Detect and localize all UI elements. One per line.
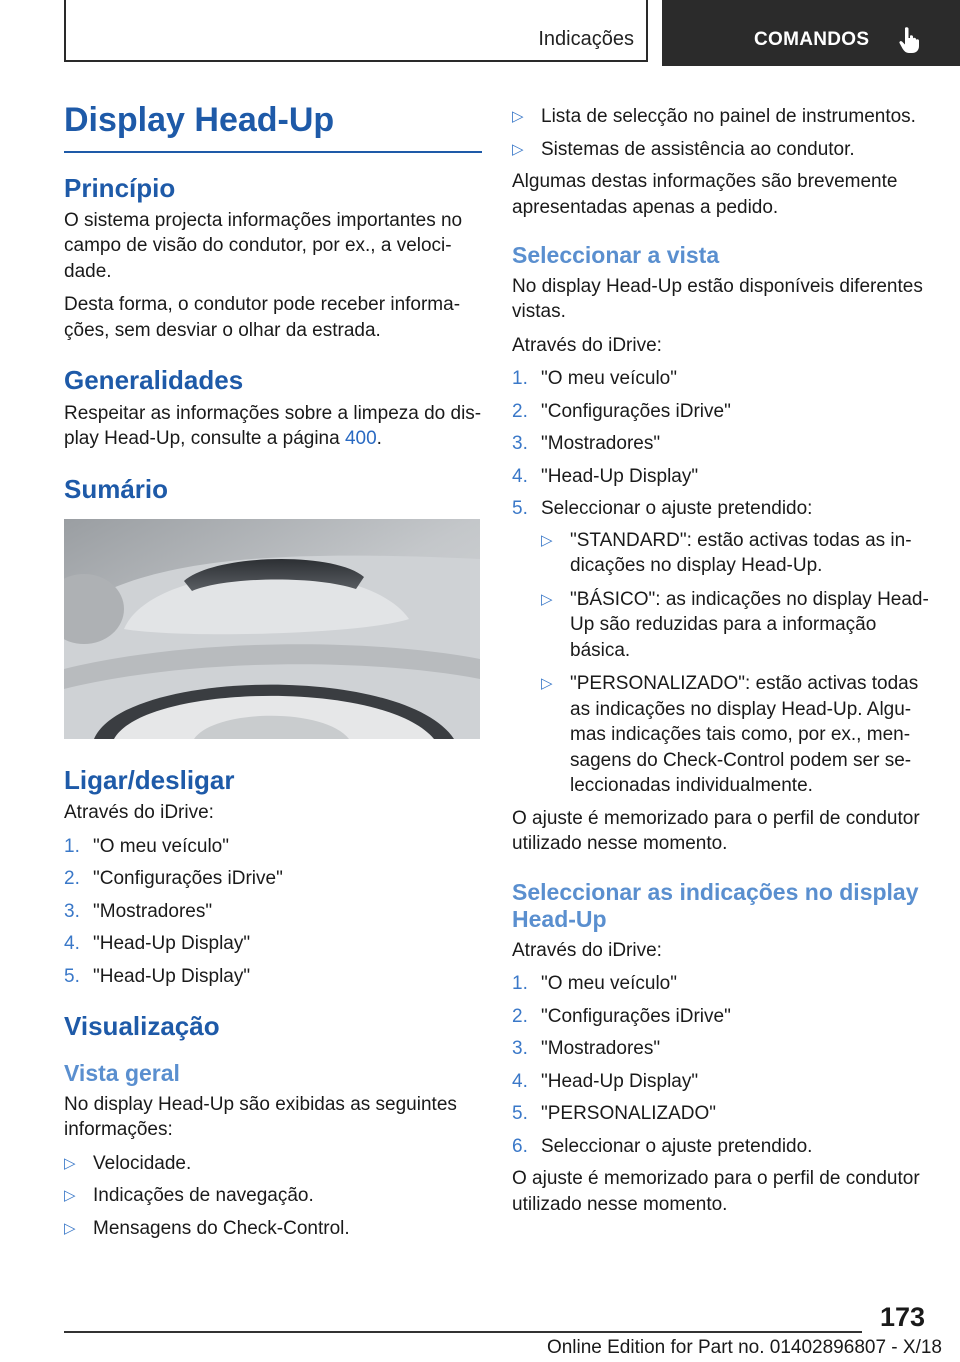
step-text: "Configurações iDrive": [541, 400, 731, 422]
paragraph: No display Head-Up são exibidas as seguintes informações:: [64, 1093, 457, 1141]
list-item: [512, 1101, 930, 1127]
steps-ligar: [64, 834, 482, 990]
paragraph: Algumas destas informações são brevemente apresentadas apenas a pedido.: [512, 171, 898, 218]
heading-generalidades: Generalidades: [64, 365, 244, 396]
list-item: [64, 964, 482, 990]
step-text: Seleccionar o ajuste pretendido:: [541, 498, 813, 520]
bullet-triangle-icon: ▷: [64, 1219, 76, 1237]
paragraph: O sistema projecta informações importantes no campo de visão do condutor, por ex., a veloci-dade.: [64, 209, 463, 282]
bullet-triangle-icon: ▷: [512, 140, 524, 158]
left-column: [64, 100, 482, 1248]
step-text: "Configurações iDrive": [93, 868, 283, 890]
list-item: [541, 587, 930, 664]
item-text: Lista de selecção no painel de instrumentos.: [541, 106, 916, 127]
list-item: [541, 528, 930, 579]
step-number: 3.: [512, 1038, 528, 1060]
list-item: [512, 464, 930, 490]
step-number: 6.: [512, 1135, 528, 1157]
bullet-triangle-icon: ▷: [64, 1154, 76, 1172]
item-text: Velocidade.: [93, 1152, 192, 1174]
paragraph: Através do iDrive:: [64, 802, 214, 824]
paragraph: O ajuste é memorizado para o perfil de condutor utilizado nesse momento.: [512, 1168, 920, 1215]
list-item: [512, 399, 930, 425]
list-item: [512, 366, 930, 392]
section-tab: [64, 0, 648, 62]
right-column: [512, 104, 930, 1225]
list-item: [64, 1151, 482, 1177]
step-text: "Head-Up Display": [93, 965, 251, 987]
list-item: [512, 1036, 930, 1062]
step-text: "PERSONALIZADO": [541, 1103, 717, 1125]
dashboard-image: [64, 519, 480, 739]
step-text: "O meu veículo": [541, 973, 677, 995]
bullet-triangle-icon: ▷: [541, 531, 553, 549]
step-text: Seleccionar o ajuste pretendido.: [541, 1135, 813, 1157]
step-text: "Mostradores": [93, 900, 213, 922]
bullet-triangle-icon: ▷: [541, 590, 553, 608]
head-up-display-photo: [64, 519, 480, 739]
list-item: [512, 431, 930, 457]
step-number: 2.: [512, 400, 528, 422]
step-number: 1.: [512, 368, 528, 390]
step-number: 1.: [64, 835, 80, 857]
list-item: [64, 866, 482, 892]
step-number: 5.: [512, 498, 528, 520]
option-text: "STANDARD": estão activas todas as in-dicações no display Head-Up.: [570, 529, 912, 577]
step-text: "Mostradores": [541, 433, 661, 455]
step-text: "Head-Up Display": [93, 933, 251, 955]
pointing-hand-icon: [898, 26, 922, 54]
list-item: [512, 496, 930, 799]
step-text: "Head-Up Display": [541, 465, 699, 487]
step-number: 2.: [512, 1005, 528, 1027]
paragraph: O ajuste é memorizado para o perfil de condutor utilizado nesse momento.: [512, 807, 920, 855]
step-number: 1.: [512, 973, 528, 995]
step-number: 5.: [64, 965, 80, 987]
heading-visualizacao: Visualização: [64, 1011, 220, 1042]
step-number: 3.: [64, 900, 80, 922]
step-number: 4.: [64, 933, 80, 955]
bullet-triangle-icon: ▷: [512, 108, 524, 125]
list-item: [64, 834, 482, 860]
item-text: Sistemas de assistência ao condutor.: [541, 138, 855, 160]
page-title: Display Head-Up: [64, 100, 482, 153]
edition-text: Online Edition for Part no. 01402896807 - X/18: [546, 1337, 942, 1358]
list-item: [64, 899, 482, 925]
list-item: [541, 671, 930, 799]
page-number: 173: [880, 1302, 926, 1332]
options-list: [541, 528, 930, 799]
heading-seleccionar-indicacoes: Seleccionar as indicações no display Head-Up: [512, 878, 919, 933]
paragraph: Através do iDrive:: [512, 939, 662, 961]
paragraph: No display Head-Up estão disponíveis diferentes vistas.: [512, 275, 923, 323]
list-item: [512, 1004, 930, 1030]
heading-ligar-desligar: Ligar/desligar: [64, 764, 235, 795]
info-list-continued: [512, 104, 930, 162]
paragraph: [64, 401, 482, 452]
item-text: Mensagens do Check-Control.: [93, 1217, 350, 1239]
step-number: 2.: [64, 868, 80, 890]
list-item: [64, 931, 482, 957]
text: Respeitar as informações sobre a limpeza do dis-play Head-Up, consulte a página: [64, 402, 482, 450]
step-number: 4.: [512, 465, 528, 487]
bullet-triangle-icon: ▷: [541, 675, 553, 693]
heading-sumario: Sumário: [64, 473, 169, 504]
step-text: "Mostradores": [541, 1038, 661, 1060]
list-item: [64, 1183, 482, 1209]
list-item: [512, 1069, 930, 1095]
steps-vista: [512, 366, 930, 799]
subheading-vista-geral: Vista geral: [64, 1060, 180, 1087]
section-label: Indicações: [538, 28, 634, 50]
list-item: [512, 1134, 930, 1160]
footer-divider: [64, 1331, 862, 1333]
chapter-tab: [662, 0, 960, 66]
steps-indicacoes: [512, 971, 930, 1159]
step-text: "O meu veículo": [93, 835, 229, 857]
step-text: "Head-Up Display": [541, 1070, 699, 1092]
item-text: Indicações de navegação.: [93, 1185, 314, 1207]
heading-principio: Princípio: [64, 172, 176, 203]
step-text: "O meu veículo": [541, 368, 677, 390]
text: .: [376, 428, 382, 450]
step-number: 5.: [512, 1103, 528, 1125]
heading-seleccionar-vista: Seleccionar a vista: [512, 242, 720, 268]
list-item: [512, 137, 930, 163]
step-text: "Configurações iDrive": [541, 1005, 731, 1027]
paragraph: Através do iDrive:: [512, 334, 662, 356]
info-list: [64, 1151, 482, 1242]
option-text: "PERSONALIZADO": estão activas todas as indicações no display Head-Up. Algu-mas indicações tais como, por ex., men-sagens do Check-Control podem ser se-leccionadas individualmente.: [570, 673, 919, 797]
list-item: [512, 971, 930, 997]
step-number: 4.: [512, 1070, 528, 1092]
chapter-label: COMANDOS: [754, 29, 870, 50]
option-text: "BÁSICO": as indicações no display Head-Up são reduzidas para a informação básica.: [570, 588, 929, 661]
page-header: [0, 0, 960, 66]
list-item: [512, 104, 930, 130]
paragraph: Desta forma, o condutor pode receber informa-ções, sem desviar o olhar da estrada.: [64, 294, 461, 341]
step-number: 3.: [512, 433, 528, 455]
bullet-triangle-icon: ▷: [64, 1187, 76, 1205]
page-link[interactable]: 400: [344, 428, 377, 450]
list-item: [64, 1216, 482, 1242]
